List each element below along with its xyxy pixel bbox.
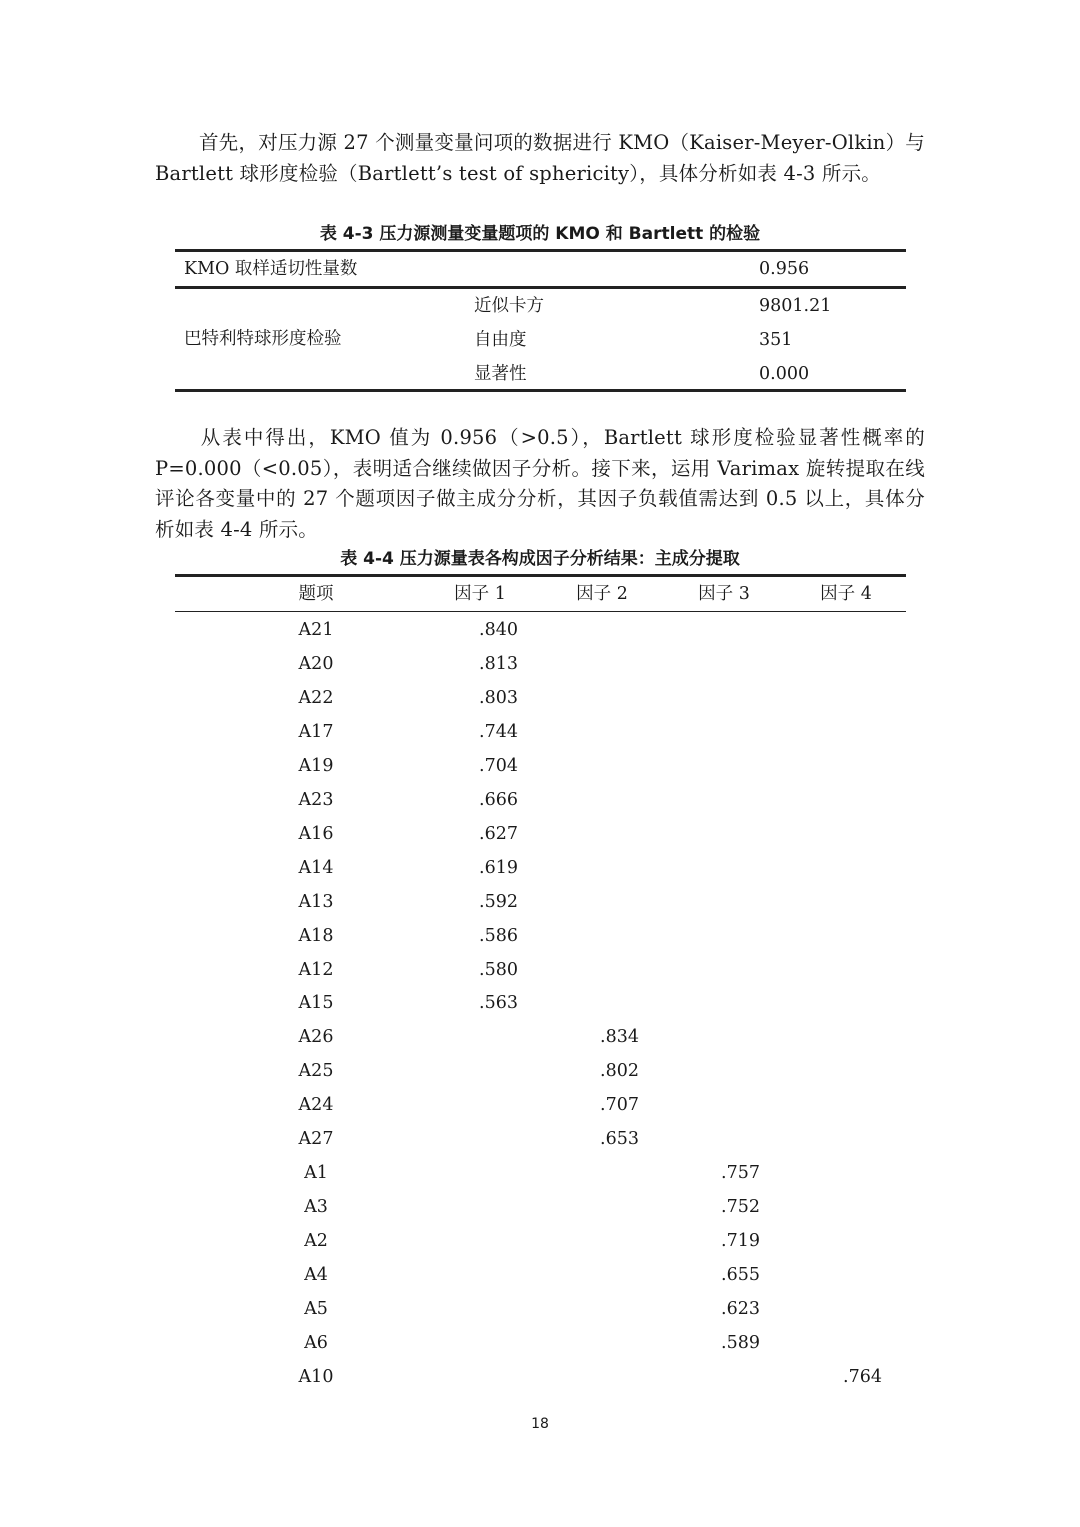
table-row-loading: .757 [721, 1163, 760, 1184]
table-row-item: A4 [304, 1265, 328, 1286]
table-row-item: A19 [298, 755, 334, 776]
table-row-loading: .707 [600, 1095, 639, 1116]
bartlett-label: 巴特利特球形度检验 [184, 329, 342, 349]
bartlett-row-label: 近似卡方 [474, 296, 544, 316]
paragraph-intro-text: 首先，对压力源 27 个测量变量问项的数据进行 KMO（Kaiser-Meyer-Olkin）与 Bartlett 球形度检验（Bartlett’s test of sphericity），具体分析如表 4-3 所示。 [155, 131, 925, 185]
paragraph-analysis-text: 从表中得出，KMO 值为 0.956（>0.5），Bartlett 球形度检验显著性概率的 P=0.000（<0.05），表明适合继续做因子分析。接下来，运用 Varimax 旋转提取在线评论各变量中的 27 个题项因子做主成分分析，其因子负载值需达到 0.5 以上，具体分析如表 4-4 所示。 [155, 426, 925, 541]
table-row-item: A3 [304, 1197, 328, 1218]
table-4-4-caption: 表 4-4 压力源量表各构成因子分析结果：主成分提取 [340, 549, 740, 569]
table-row-item: A10 [298, 1366, 334, 1387]
table-row-item: A5 [304, 1299, 328, 1319]
table-row-loading: .586 [479, 925, 518, 946]
table-row-loading: .744 [479, 721, 518, 742]
table-row-loading: .580 [479, 959, 518, 980]
table-row-loading: .666 [479, 789, 518, 810]
table-4-3-bottom-rule [175, 389, 906, 392]
page-number: 18 [531, 1416, 549, 1432]
table-row-loading: .592 [479, 891, 518, 912]
table-row-item: A26 [298, 1027, 334, 1048]
table-row-loading: .623 [721, 1299, 760, 1319]
table-4-3-caption: 表 4-3 压力源测量变量题项的 KMO 和 Bartlett 的检验 [319, 224, 761, 244]
table-row-loading: .704 [479, 755, 518, 776]
table-4-4-header-rule [175, 611, 906, 612]
table-4-3-mid-rule [175, 286, 906, 289]
table-row-item: A1 [304, 1163, 328, 1184]
table-row-loading: .653 [600, 1129, 639, 1150]
header-factor-4: 因子 4 [820, 584, 872, 604]
table-row-item: A15 [298, 993, 334, 1014]
kmo-value: 0.956 [759, 259, 810, 279]
table-row-loading: .834 [600, 1027, 639, 1048]
bartlett-row-value: 351 [759, 330, 793, 350]
bartlett-row-label: 自由度 [474, 330, 527, 350]
table-row-loading: .803 [479, 687, 518, 708]
bartlett-row-value: 0.000 [759, 364, 810, 384]
table-row-loading: .627 [479, 823, 518, 844]
header-item: 题项 [298, 584, 334, 604]
table-row-loading: .813 [479, 653, 518, 674]
table-row-item: A13 [298, 891, 334, 912]
table-row-item: A21 [298, 620, 334, 640]
table-4-3-top-rule [175, 249, 906, 252]
table-row-loading: .840 [479, 620, 518, 640]
table-row-item: A14 [298, 857, 334, 878]
table-row-loading: .752 [721, 1197, 760, 1218]
table-row-item: A22 [298, 687, 334, 708]
header-factor-1: 因子 1 [454, 584, 506, 604]
table-row-loading: .764 [843, 1366, 882, 1387]
table-row-item: A2 [304, 1231, 328, 1252]
kmo-label: KMO 取样适切性量数 [184, 259, 358, 279]
table-row-loading: .589 [721, 1332, 760, 1353]
table-4-4-top-rule [175, 574, 906, 577]
table-row-item: A27 [298, 1129, 334, 1150]
table-row-item: A24 [298, 1095, 334, 1116]
table-row-item: A18 [298, 925, 334, 946]
table-row-item: A16 [298, 823, 334, 844]
table-row-item: A23 [298, 789, 334, 810]
table-row-item: A25 [298, 1061, 334, 1082]
bartlett-row-label: 显著性 [474, 364, 527, 384]
table-row-loading: .719 [721, 1231, 760, 1252]
paragraph-analysis [155, 423, 925, 545]
table-row-item: A17 [298, 721, 334, 742]
header-factor-3: 因子 3 [698, 584, 750, 604]
table-row-loading: .619 [479, 857, 518, 878]
table-row-item: A6 [304, 1332, 328, 1353]
paragraph-intro [155, 128, 925, 189]
header-factor-2: 因子 2 [576, 584, 628, 604]
table-row-loading: .802 [600, 1061, 639, 1082]
table-row-loading: .563 [479, 993, 518, 1014]
bartlett-row-value: 9801.21 [759, 296, 832, 316]
table-row-item: A20 [298, 653, 334, 674]
table-row-item: A12 [298, 959, 334, 980]
table-row-loading: .655 [721, 1265, 760, 1286]
